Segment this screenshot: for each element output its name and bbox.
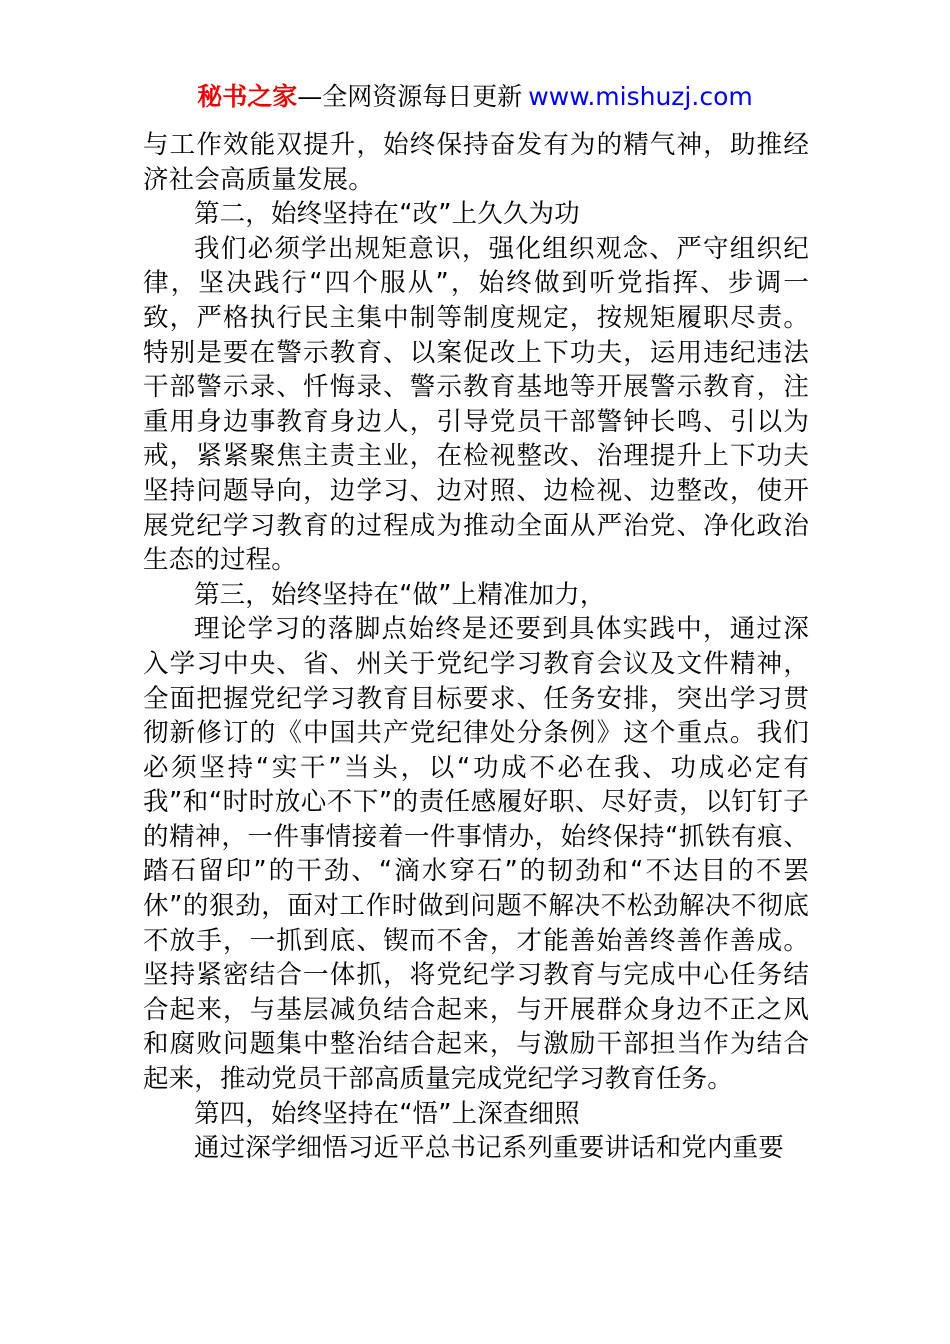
site-header <box>0 80 950 114</box>
header-url-link[interactable]: www.mishuzj.com <box>528 82 753 111</box>
paragraph-section-three: 理论学习的落脚点始终是还要到具体实践中，通过深入学习中央、省、州关于党纪学习教育会议及文件精神，全面把握党纪学习教育目标要求、任务安排，突出学习贯彻新修订的《中国共产党纪律处分条例》这个重点。我们必须坚持“实干”当头，以“功成不必在我、功成必定有我”和“时时放心不下”的责任感履好职、尽好责，以钉钉子的精神，一件事情接着一件事情办，始终保持“抓铁有痕、踏石留印”的干劲、“滴水穿石”的韧劲和“不达目的不罢休”的狠劲，面对工作时做到问题不解决不松劲解决不彻底不放手，一抓到底、锲而不舍，才能善始善终善作善成。坚持紧密结合一体抓，将党纪学习教育与完成中心任务结合起来，与基层减负结合起来，与开展群众身边不正之风和腐败问题集中整治结合起来，与激励干部担当作为结合起来，推动党员干部高质量完成党纪学习教育任务。 <box>143 614 809 1095</box>
header-tagline: —全网资源每日更新 <box>297 82 523 111</box>
section-heading-four: 第四，始终坚持在“悟”上深查细照 <box>194 1098 580 1129</box>
paragraph-section-two: 我们必须学出规矩意识，强化组织观念、严守组织纪律，坚决践行“四个服从”，始终做到听党指挥、步调一致，严格执行民主集中制等制度规定，按规矩履职尽责。特别是要在警示教育、以案促改上下功夫，运用违纪违法干部警示录、忏悔录、警示教育基地等开展警示教育，注重用身边事教育身边人，引导党员干部警钟长鸣、引以为戒，紧紧聚焦主责主业，在检视整改、治理提升上下功夫坚持问题导向，边学习、边对照、边检视、边整改，使开展党纪学习教育的过程成为推动全面从严治党、净化政治生态的过程。 <box>143 233 809 576</box>
section-heading-two: 第二，始终坚持在“改”上久久为功 <box>194 199 580 230</box>
header-brand: 秘书之家 <box>197 82 298 111</box>
paragraph-section-four: 通过深学细悟习近平总书记系列重要讲话和党内重要 <box>194 1133 784 1164</box>
section-heading-three: 第三，始终坚持在“做”上精准加力， <box>194 579 606 610</box>
paragraph-continuation: 与工作效能双提升，始终保持奋发有为的精气神，助推经济社会高质量发展。 <box>143 130 809 195</box>
document-body <box>143 128 809 1166</box>
